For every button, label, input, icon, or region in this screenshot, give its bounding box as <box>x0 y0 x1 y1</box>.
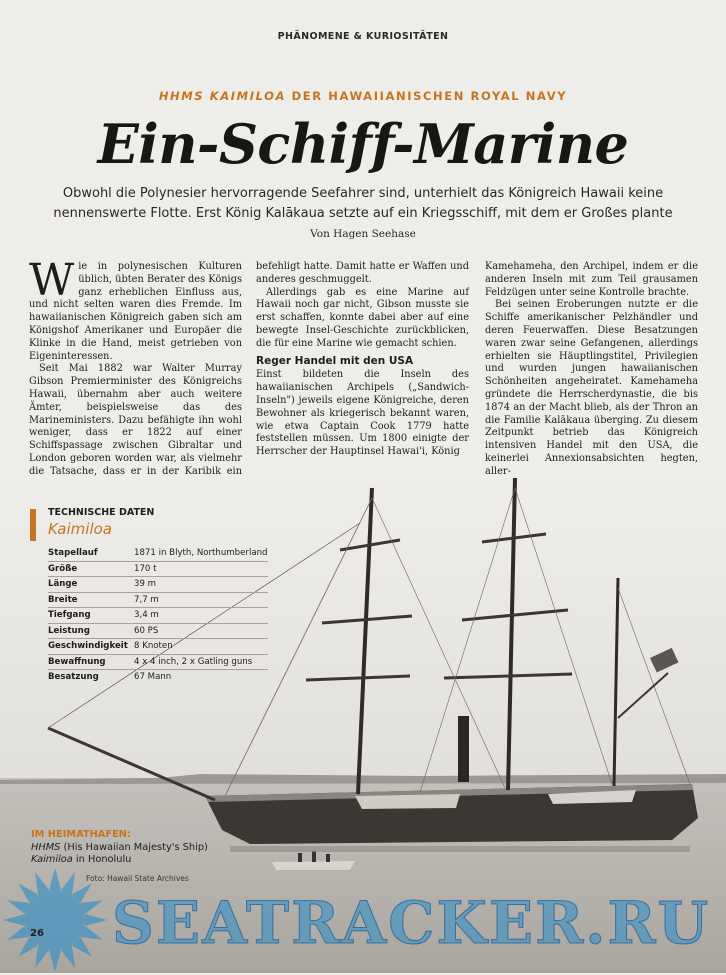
spec-value: 60 PS <box>134 623 268 639</box>
paragraph <box>29 255 242 363</box>
table-row <box>48 592 268 608</box>
caption-italic-1: HHMS <box>31 841 61 853</box>
paragraph: Kamehameha, den Archipel, indem er die anderen Inseln mit zum Teil grausamen Feldzügen unter seine Kontrolle brachte. <box>485 261 698 298</box>
kicker-rest: DER HAWAIIANISCHEN ROYAL NAVY <box>286 89 568 103</box>
spec-value: 4 x 4 inch, 2 x Gatling guns <box>134 654 268 670</box>
spec-key: Leistung <box>48 623 134 639</box>
spec-value: 8 Knoten <box>134 639 268 655</box>
caption-text-2: in Honolulu <box>72 854 132 865</box>
article-column-3 <box>485 261 698 479</box>
kicker <box>0 89 726 103</box>
accent-bar <box>30 509 36 541</box>
spec-value: 170 t <box>134 561 268 577</box>
specs-label: TECHNISCHE DATEN <box>48 507 155 518</box>
table-row <box>48 654 268 670</box>
byline: Von Hagen Seehase <box>310 228 416 240</box>
technical-data <box>30 507 270 685</box>
spec-value: 67 Mann <box>134 672 172 683</box>
spec-key: Geschwindigkeit <box>48 639 134 655</box>
paragraph: Seit Mai 1882 war Walter Murray Gibson Premierminister des Königreichs Hawaii, übernahm aber auch weitere Ämter, beispielsweise das des Marineministers. Dazu befähigte ihn wohl weniger, dass er 1822 auf einer Schiffspassage zwischen Gibraltar und London geboren worden war, als vielmehr die Tatsache, dass er in der Karibik ein <box>29 363 242 477</box>
table-row <box>48 623 268 639</box>
spec-key: Besatzung <box>48 672 99 683</box>
spec-key: Größe <box>48 561 134 577</box>
table-row <box>48 561 268 577</box>
caption-text-1: (His Hawaiian Majesty's Ship) <box>60 841 208 853</box>
paragraph: befehligt hatte. Damit hatte er Waffen und anderes geschmuggelt. <box>256 261 469 285</box>
photo-credit: Foto: Hawaii State Archives <box>86 874 189 883</box>
article-column-2 <box>256 261 469 459</box>
paragraph: Einst bildeten die Inseln des hawaiianischen Archipels („Sandwich-Inseln") jeweils eigene Königreiche, deren Bewohner als kriegerisch bekannt waren, wie etwa Captain Cook 1779 hatte feststellen müssen. Um 1800 einigte der Herrscher der Hauptinsel Hawai'i, König <box>256 369 469 458</box>
spec-value: 1871 in Blyth, Northumberland <box>134 546 268 561</box>
article-column-1 <box>29 255 242 491</box>
spec-value: 39 m <box>134 577 268 593</box>
table-row <box>48 546 268 561</box>
table-row <box>48 639 268 655</box>
specs-table <box>48 546 268 685</box>
kicker-ship-name: HHMS KAIMILOA <box>158 89 286 103</box>
table-row <box>48 608 268 624</box>
spec-key: Stapellauf <box>48 546 134 561</box>
paragraph: Allerdings gab es eine Marine auf Hawaii noch gar nicht, Gibson musste sie erst schaffen, konnte dabei aber auf eine bewegte Insel-Geschichte zurückblicken, die für eine Marine wie gemacht schien. <box>256 286 469 349</box>
sun-logo-icon <box>0 865 110 975</box>
section-title: PHÄNOMENE & KURIOSITÄTEN <box>277 31 449 42</box>
paragraph: Bei seinen Eroberungen nutzte er die Schiffe amerikanischer Pelzhändler und deren Feuerwaffen. Diese Besatzungen waren zwar seine Gefangenen, allerdings erhielten sie Häuptlingstitel, Privilegien und wurden jungen hawaiianischen Schönheiten angeheiratet. Kamehameha gründete die Herrscherdynastie, die bis 1874 an der Macht blieb, als der Thron an die Familie Kalākaua überging. Zu diesem Zeitpunkt betrieb das Königreich intensiven Handel mit den USA, die keinerlei Annexionsabsichten hegten, aller- <box>485 299 698 477</box>
subheading: Reger Handel mit den USA <box>256 354 414 367</box>
table-row <box>48 577 268 593</box>
paragraph-text: ie in polynesischen Kulturen üblich, übten Berater des Königs ganz erheblichen Einfluss aus, und nicht selten waren dies Fremde. Im hawaiianischen Königreich gaben sich am Königshof Amerikaner und Europäer die Klinke in die Hand, meist getrieben von Eigeninteressen. <box>29 261 242 362</box>
watermark: SEATRACKER.RU <box>112 889 711 957</box>
specs-ship-name: Kaimiloa <box>48 520 112 538</box>
spec-key: Breite <box>48 592 134 608</box>
spec-key: Tiefgang <box>48 608 134 624</box>
table-row <box>48 670 268 685</box>
headline: Ein-Schiff-Marine <box>97 112 629 176</box>
caption-italic-2: Kaimiloa <box>31 854 73 865</box>
caption-heading: IM HEIMATHAFEN: <box>31 829 131 840</box>
spec-value: 3,4 m <box>134 608 268 624</box>
deck: Obwohl die Polynesier hervorragende Seefahrer sind, unterhielt das Königreich Hawaii keine nennenswerte Flotte. Erst König Kalākaua setzte auf ein Kriegsschiff, mit dem er Großes plante <box>53 186 673 221</box>
photo-caption <box>31 829 221 867</box>
dropcap: W <box>29 255 75 306</box>
page-number: 26 <box>30 928 44 939</box>
spec-value: 7,7 m <box>134 592 268 608</box>
spec-key: Bewaffnung <box>48 654 134 670</box>
spec-key: Länge <box>48 577 134 593</box>
